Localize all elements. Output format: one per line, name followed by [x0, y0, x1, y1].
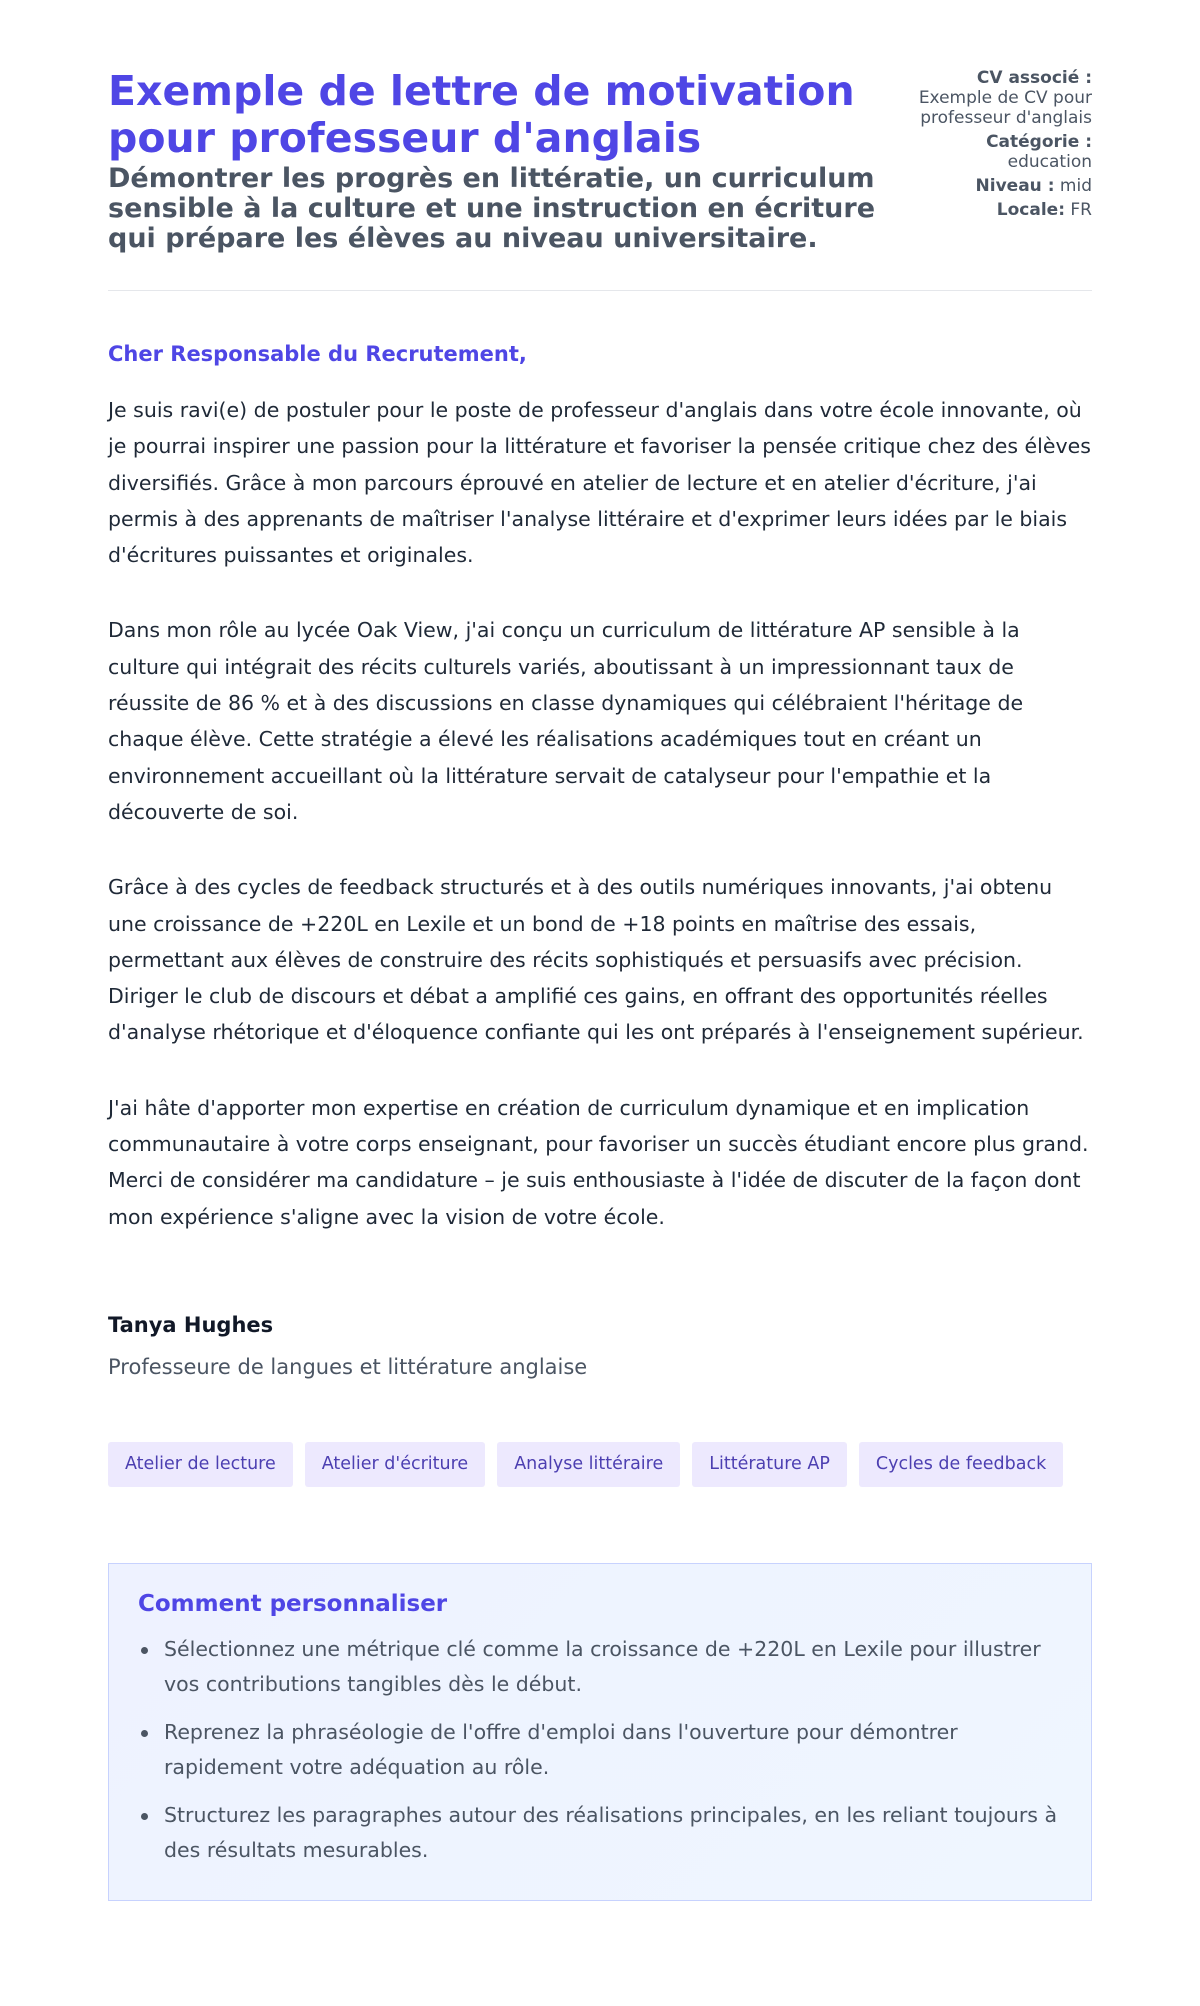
meta-category-value: education: [1007, 152, 1092, 172]
tips-title: Comment personnaliser: [138, 1590, 448, 1617]
tag-item[interactable]: Cycles de feedback: [859, 1442, 1063, 1487]
meta-cv-label: CV associé :: [976, 68, 1092, 88]
meta-category: [891, 132, 1092, 172]
letter-paragraph-3: Grâce à des cycles de feedback structurés et à des outils numériques innovants, j'ai obtenu une croissance de +220L en Lexile et un bond de +18 points en maîtrise des essais, permettant aux élèves de construire des récits sophistiqués et persuasifs avec précision. Diriger le club de discours et débat a amplifié ces gains, en offrant des opportunités réelles d'analyse rhétorique et d'éloquence confiante qui les ont préparés à l'enseignement supérieur.: [108, 875, 1084, 1045]
page-title: Exemple de lettre de motivation pour professeur d'anglais: [108, 67, 855, 162]
header-divider: [108, 290, 1092, 291]
tag-item[interactable]: Atelier de lecture: [108, 1442, 293, 1487]
meta-level: [891, 176, 1092, 196]
page-header: [108, 68, 1092, 254]
meta-locale: [891, 200, 1092, 220]
meta-locale-value: FR: [1070, 200, 1092, 220]
meta-category-label: Catégorie :: [986, 132, 1092, 152]
page-subtitle: Démontrer les progrès en littératie, un curriculum sensible à la culture et une instruction en écriture qui prépare les élèves au niveau universitaire.: [108, 163, 876, 254]
letter-paragraph-1: Je suis ravi(e) de postuler pour le poste de professeur d'anglais dans votre école innovante, où je pourrai inspirer une passion pour la littérature et favoriser la pensée critique chez des élèves diversifiés. Grâce à mon parcours éprouvé en atelier de lecture et en atelier d'écriture, j'ai permis à des apprenants de maîtriser l'analyse littéraire et d'exprimer leurs idées par le biais d'écritures puissantes et originales.: [108, 398, 1091, 568]
signature-name: Tanya Hughes: [108, 1312, 274, 1337]
letter-paragraph-4: J'ai hâte d'apporter mon expertise en création de curriculum dynamique et en implication communautaire à votre corps enseignant, pour favoriser un succès étudiant encore plus grand. Merci de considérer ma candidature – je suis enthousiaste à l'idée de discuter de la façon dont mon expérience s'aligne avec la vision de votre école.: [108, 1095, 1089, 1229]
meta-cv: [891, 68, 1092, 128]
letter-salutation: Cher Responsable du Recrutement,: [108, 342, 527, 366]
meta-cv-link[interactable]: Exemple de CV pour professeur d'anglais: [918, 88, 1092, 128]
tip-item: Sélectionnez une métrique clé comme la croissance de +220L en Lexile pour illustrer vos contributions tangibles dès le début.: [138, 1632, 1062, 1702]
header-titles: [108, 68, 891, 254]
tip-item: Reprenez la phraséologie de l'offre d'emploi dans l'ouverture pour démontrer rapidement votre adéquation au rôle.: [138, 1715, 1062, 1785]
signature-role: Professeure de langues et littérature anglaise: [108, 1354, 588, 1379]
tag-item[interactable]: Littérature AP: [692, 1442, 847, 1487]
meta-locale-label: Locale:: [996, 200, 1065, 220]
meta-level-value: mid: [1059, 176, 1092, 196]
skill-tags: [108, 1442, 1092, 1487]
tips-list: [138, 1632, 1062, 1868]
tag-item[interactable]: Atelier d'écriture: [305, 1442, 485, 1487]
meta-level-label: Niveau :: [975, 176, 1055, 196]
tip-item: Structurez les paragraphes autour des réalisations principales, en les reliant toujours à des résultats mesurables.: [138, 1798, 1062, 1868]
meta-panel: [891, 68, 1092, 224]
customization-tips: [108, 1563, 1092, 1901]
letter-paragraph-2: Dans mon rôle au lycée Oak View, j'ai conçu un curriculum de littérature AP sensible à la culture qui intégrait des récits culturels variés, aboutissant à un impressionnant taux de réussite de 86 % et à des discussions en classe dynamiques qui célébraient l'héritage de chaque élève. Cette stratégie a élevé les réalisations académiques tout en créant un environnement accueillant où la littérature servait de catalyseur pour l'empathie et la découverte de soi.: [108, 618, 1024, 824]
tag-item[interactable]: Analyse littéraire: [497, 1442, 680, 1487]
